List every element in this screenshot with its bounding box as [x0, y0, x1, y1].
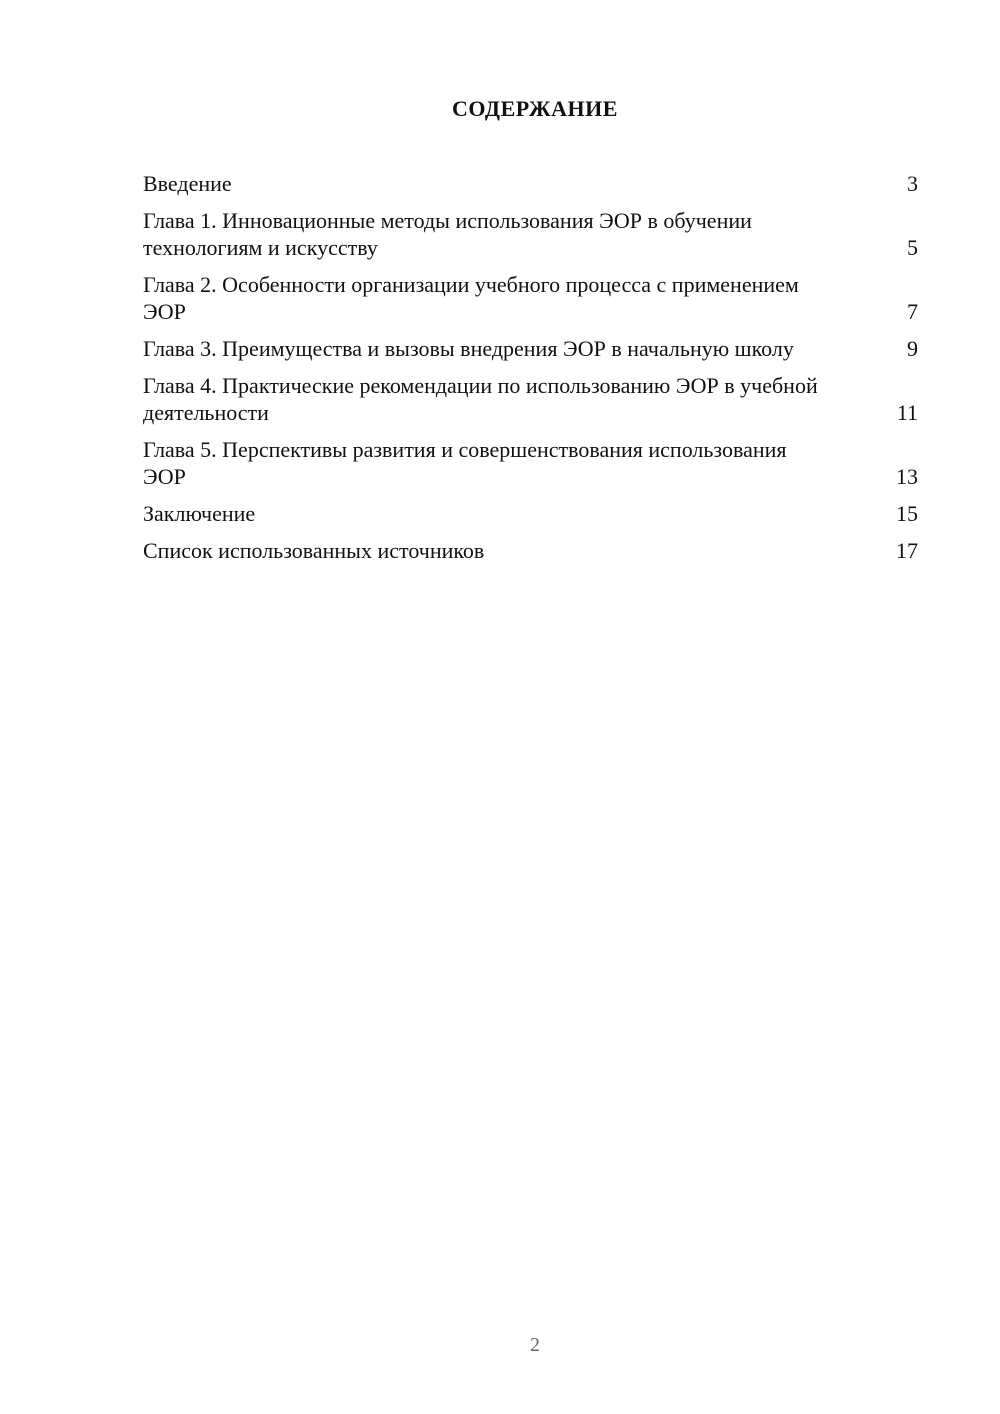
toc-entry-page: 7 [907, 299, 918, 324]
toc-entry-label: Заключение [143, 501, 256, 526]
toc-entry-page: 15 [896, 501, 918, 526]
toc-entry-chapter-3[interactable] [143, 335, 918, 362]
toc-entry-label: Введение [143, 171, 232, 196]
toc-entry-label: Глава 5. Перспективы развития и совершенствования использования ЭОР [143, 437, 787, 489]
toc-entry-conclusion[interactable] [143, 500, 918, 527]
toc-entry-label: Список использованных источников [143, 538, 485, 563]
toc-entry-page: 9 [907, 336, 918, 361]
toc-entry-label: Глава 2. Особенности организации учебного процесса с применением ЭОР [143, 272, 799, 324]
toc-entry-chapter-2[interactable] [143, 271, 918, 325]
toc-entry-page: 5 [907, 235, 918, 260]
toc-entry-label: Глава 4. Практические рекомендации по использованию ЭОР в учебной деятельности [143, 373, 818, 425]
toc-entry-chapter-1[interactable] [143, 207, 918, 261]
toc-entry-label: Глава 3. Преимущества и вызовы внедрения ЭОР в начальную школу [143, 336, 794, 361]
toc-entry-references[interactable] [143, 537, 918, 564]
toc-entry-page: 3 [907, 171, 918, 196]
toc-entry-label: Глава 1. Инновационные методы использования ЭОР в обучении технологиям и искусству [143, 208, 752, 260]
toc-entry-page: 11 [896, 400, 918, 425]
toc-entry-page: 13 [896, 464, 918, 489]
page-number: 2 [530, 1334, 540, 1356]
toc-title: СОДЕРЖАНИЕ [452, 96, 618, 121]
toc-entry-introduction[interactable] [143, 170, 918, 197]
table-of-contents [143, 170, 918, 574]
toc-entry-chapter-4[interactable] [143, 372, 918, 426]
toc-entry-chapter-5[interactable] [143, 436, 918, 490]
toc-entry-page: 17 [896, 538, 918, 563]
